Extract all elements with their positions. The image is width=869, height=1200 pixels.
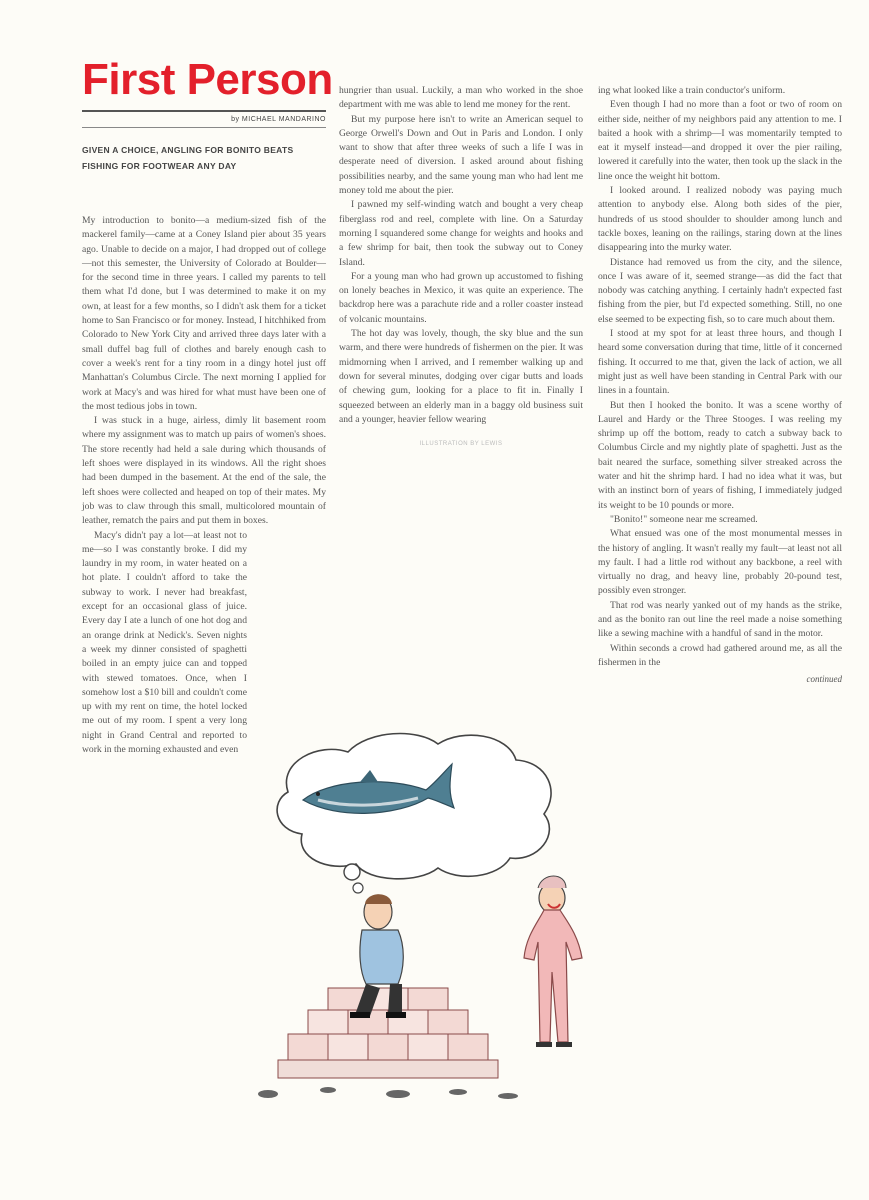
paragraph: I pawned my self-winding watch and bought a very cheap fiberglass rod and reel, complete with line. On a Saturday morning I squandered some change for weights and hooks and a few shrimp for bait, then took the subway out to Coney Island. xyxy=(339,199,583,268)
paragraph: That rod was nearly yanked out of my hands as the strike, and as the bonito ran out line the reel made a noise something like a sewing machine with a handful of sand in the motor. xyxy=(598,599,842,640)
byline-rule xyxy=(82,127,326,128)
paragraph: But my purpose here isn't to write an American sequel to George Orwell's Down and Out in Paris and London. I only want to show that after three weeks of such a life I was in desperate need of diversion. I asked around about fishing possibilities nearby, and the same young man who had lent me money told me about the pier. xyxy=(339,113,583,197)
paragraph: But then I hooked the bonito. It was a scene worthy of Laurel and Hardy or the Three Stooges. I was reeling my shrimp up off the bottom, ready to catch a subway back to Columbus Circle and my nightly plate of spaghetti. Just as the bait neared the surface, something silver streaked across the water and hit the shrimp hard. I had no idea what it was, but with an instinct born of years of fishing, I immediately judged its weight to be 10 pounds or more. xyxy=(598,399,842,511)
paragraph: I stood at my spot for at least three hours, and though I heard some conversation during that time, little of it concerned fishing. It occurred to me that, given the lack of action, we all might just as well have been standing in Central Park with our lines in a fountain. xyxy=(598,328,842,397)
column-3 xyxy=(598,84,842,684)
paragraph: Macy's didn't pay a lot—at least not to me—so I was constantly broke. I did my laundry in my room, in water heated on a hot plate. I couldn't afford to take the subway to work. I never had breakfast, except for an occasional glass of juice. Every day I ate a lunch of one hot dog and an orange drink at Nedick's. Seven nights a week my dinner consisted of spaghetti boiled in an empty juice can and topped with stewed tomatoes. Once, when I somehow lost a $10 bill and couldn't come up with my rent on time, the hotel locked me out of my room. I spent a very long night in Grand Central and reported to work in the morning exhausted and even xyxy=(82,529,247,755)
paragraph: For a young man who had grown up accustomed to fishing on lonely beaches in Mexico, it was quite an experience. The backdrop here was a parachute ride and a roller coaster instead of volcanic mountains. xyxy=(339,270,583,325)
paragraph: What ensued was one of the most monumental messes in the history of angling. It wasn't really my fault—at least not all my fault. I had a little rod without any backbone, a reel with virtually no drag, and heavy line, probably 20-pound test, possibly even stronger. xyxy=(598,528,842,597)
column-2-text xyxy=(339,84,583,427)
paragraph: Within seconds a crowd had gathered around me, as all the fishermen in the xyxy=(598,642,842,668)
column-3-text xyxy=(598,84,842,670)
paragraph: hungrier than usual. Luckily, a man who worked in the shoe department with me was able to lend me money for the rent. xyxy=(339,85,583,111)
paragraph: "Bonito!" someone near me screamed. xyxy=(610,513,758,525)
byline: by MICHAEL MANDARINO xyxy=(231,116,326,123)
column-1 xyxy=(82,55,333,757)
paragraph: The hot day was lovely, though, the sky blue and the sun warm, and there were hundreds of fishermen on the pier. It was midmorning when I arrived, and I remember walking up and down for several minutes, dodging over cigar butts and loads of chewing gum, looking for a place to fit in. Finally I squeezed between an elderly man in a baggy old business suit and a younger, heavier fellow wearing xyxy=(339,328,583,425)
ground-clutter xyxy=(258,1087,518,1099)
paragraph: I was stuck in a huge, airless, dimly lit basement room where my assignment was to match up pairs of women's shoes. The store recently had held a sale during which thousands of left shoes were displayed in its windows. All the right shoes had been dumped in the basement. At the end of the sale, the left shoes were collected and heaped on top of their mates. My job was to claw through this small, multicolored mountain of leather, rematch the pairs and put them in boxes. xyxy=(82,415,326,527)
deck-headline: GIVEN A CHOICE, ANGLING FOR BONITO BEATS FISHING FOR FOOTWEAR ANY DAY xyxy=(82,145,294,171)
continued-note: continued xyxy=(806,674,842,685)
column-2 xyxy=(339,84,583,447)
paragraph: My introduction to bonito—a medium-sized fish of the mackerel family—came at a Coney Island pier about 35 years ago. Unable to decide on a major, I had dropped out of college—not this semester, the University of Colorado at Boulder—for the second time in three years. I called my parents to tell them what I'd done, but I was determined to make it on my own, at least for a few months, so I didn't ask them for a ticket home to San Francisco or for money. Instead, I hitchhiked from Colorado to New York City and arrived three days later with a small duffel bag full of clothes and barely enough cash to cover a week's rent for a tiny room in a dingy hotel just off Manhattan's Columbus Circle. The next morning I applied for work at Macy's and was hired for what must have been one of the most tedious jobs in town. xyxy=(82,215,326,412)
paragraph: I looked around. I realized nobody was paying much attention to anybody else. Along both sides of the pier, hundreds of us stood shoulder to shoulder among lunch and tackle boxes, leaning on the railings, staring down at the lines disappearing into the murky water. xyxy=(598,185,842,254)
section-title: First Person xyxy=(82,55,333,104)
cartoon-illustration xyxy=(248,722,608,1112)
crate-stack xyxy=(278,988,498,1078)
standing-man xyxy=(524,876,582,1047)
paragraph: Distance had removed us from the city, and the silence, once I was aware of it, seemed strange—as did the fact that nobody was catching anything. I certainly hadn't expected fast fishing from the pier, but I'd expected something. Still, no one else seemed to be expecting fish, so to care much about them. xyxy=(598,256,842,325)
paragraph: Even though I had no more than a foot or two of room on either side, neither of my neighbors paid any attention to me. I baited a hook with a shrimp—I was momentarily tempted to eat it myself instead—and dropped it over the pier railing, lowered it carefully into the water, then took up the slack in the line once the weight hit bottom. xyxy=(598,99,842,182)
paragraph: ing what looked like a train conductor's uniform. xyxy=(598,85,786,96)
title-rule xyxy=(82,110,326,112)
thought-bubble xyxy=(277,734,551,893)
column-1-text xyxy=(82,214,326,757)
illustration-credit: ILLUSTRATION BY LEWIS xyxy=(419,441,503,448)
